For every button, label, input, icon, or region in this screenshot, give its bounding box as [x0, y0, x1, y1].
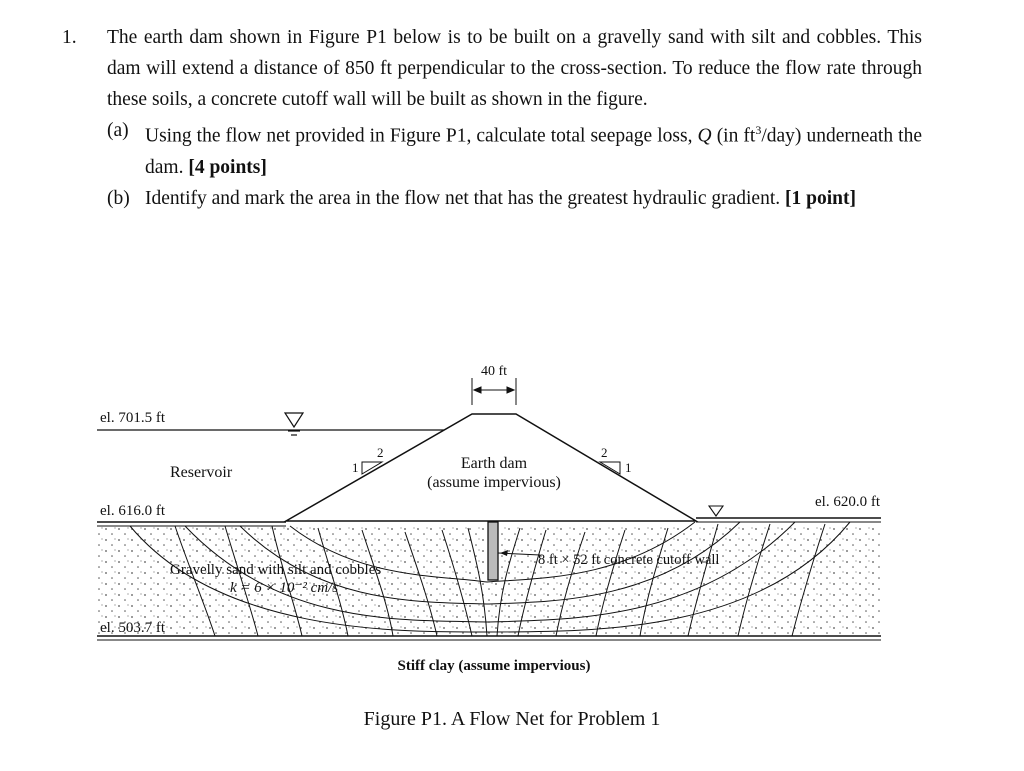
slope-right-run: 2 [601, 445, 608, 460]
reservoir-elevation: el. 701.5 ft [100, 410, 165, 426]
ground-elevation-right: el. 620.0 ft [815, 494, 880, 510]
clay-label: Stiff clay (assume impervious) [397, 658, 591, 674]
part-b-text: Identify and mark the area in the flow net that has the greatest hydraulic gradient. [145, 187, 786, 209]
q-symbol: Q [697, 125, 712, 147]
part-a-text-3: /day) underneath the dam. [145, 125, 922, 178]
slope-right-rise: 1 [625, 460, 632, 475]
part-b-label: (b) [107, 187, 130, 209]
crest-dimension [472, 378, 516, 405]
tailwater-level-symbol [709, 506, 723, 516]
concrete-cutoff-wall [488, 522, 498, 580]
cubic-superscript: 3 [755, 123, 762, 137]
dam-label: Earth dam [460, 455, 528, 472]
water-level-symbol [285, 413, 303, 435]
problem-stem: The earth dam shown in Figure P1 below is to be built on a gravelly sand with silt and cobbles. This dam will extend a distance of 850 ft perpendicular to the cross-section. To reduce the flow rate through these soils, a concrete cutoff wall will be built as shown in the figure. [107, 27, 922, 110]
problem-1 [62, 22, 922, 214]
part-a-text-2: (in ft [711, 125, 756, 147]
part-a-points: [4 points] [188, 156, 267, 178]
permeability-label: k = 6 × 10⁻² cm/s [230, 580, 339, 596]
figure-caption: Figure P1. A Flow Net for Problem 1 [363, 708, 661, 730]
slope-left-run: 2 [377, 445, 384, 460]
part-b [107, 183, 922, 214]
ground-elevation-left: el. 616.0 ft [100, 503, 165, 519]
reservoir-label: Reservoir [170, 464, 233, 481]
flow-net-figure [0, 350, 1024, 690]
part-a-label: (a) [107, 120, 129, 141]
cutoff-wall-label: 8 ft × 52 ft concrete cutoff wall [538, 552, 720, 568]
dam-impervious-note: (assume impervious) [427, 474, 561, 491]
bottom-elevation: el. 503.7 ft [100, 620, 165, 636]
slope-left-rise: 1 [352, 460, 359, 475]
part-a-text-1: Using the flow net provided in Figure P1, calculate total seepage loss, [145, 125, 698, 147]
part-b-points: [1 point] [785, 187, 856, 209]
soil-label: Gravelly sand with silt and cobbles [170, 562, 382, 578]
problem-number: 1. [62, 27, 77, 48]
part-a [107, 115, 922, 183]
crest-width-label: 40 ft [480, 364, 508, 379]
